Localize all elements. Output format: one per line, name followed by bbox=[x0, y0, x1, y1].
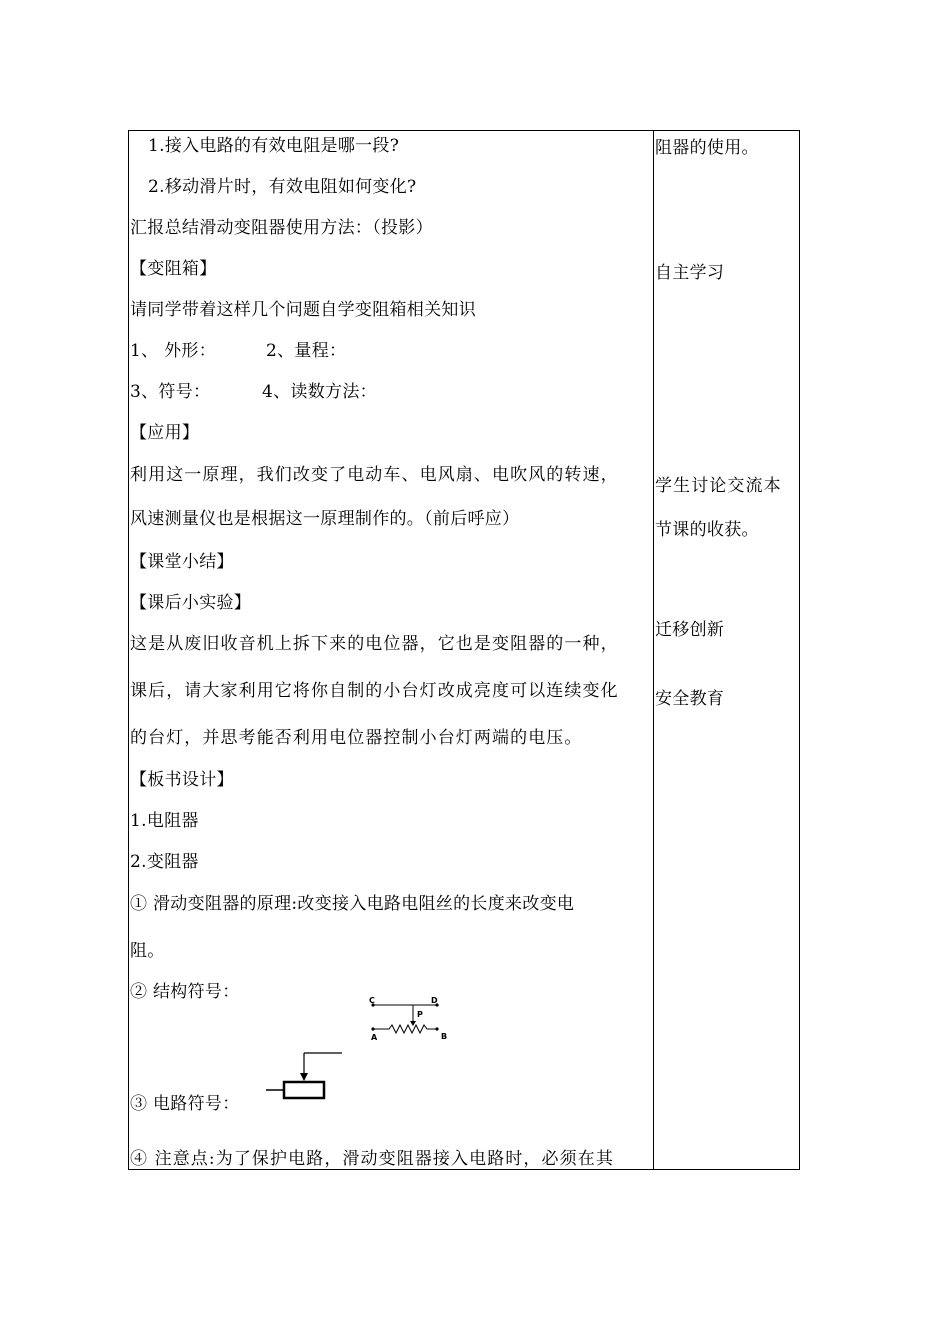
rheostat-circuit-symbol bbox=[262, 1048, 348, 1106]
question-2: 2.移动滑片时，有效电阻如何变化? bbox=[148, 177, 417, 197]
structure-symbol-label: ② 结构符号： bbox=[130, 982, 240, 1002]
principle-line-2: 阻。 bbox=[130, 941, 165, 961]
terminal-d-label: D bbox=[431, 996, 438, 1005]
slider-p-label: P bbox=[417, 1010, 423, 1019]
principle-line-1: ① 滑动变阻器的原理:改变接入电路电阻丝的长度来改变电 bbox=[130, 894, 575, 914]
right-self-study: 自主学习 bbox=[655, 263, 725, 283]
heading-application: 【应用】 bbox=[130, 423, 200, 443]
item-range: 2、量程： bbox=[266, 341, 347, 361]
item-appearance: 1、 外形： bbox=[130, 341, 217, 361]
question-1: 1.接入电路的有效电阻是哪一段? bbox=[148, 136, 400, 156]
board-item-rheostat: 2.变阻器 bbox=[130, 852, 199, 872]
application-line-1: 利用这一原理，我们改变了电动车、电风扇、电吹风的转速， bbox=[130, 465, 619, 485]
experiment-line-3: 的台灯，并思考能否利用电位器控制小台灯两端的电压。 bbox=[130, 728, 583, 748]
circuit-symbol-label: ③ 电路符号： bbox=[130, 1094, 240, 1114]
board-item-resistor: 1.电阻器 bbox=[130, 811, 199, 831]
item-reading-method: 4、读数方法： bbox=[262, 382, 377, 402]
right-discussion-line-2: 节课的收获。 bbox=[655, 520, 759, 540]
experiment-line-1: 这是从废旧收音机上拆下来的电位器，它也是变阻器的一种， bbox=[130, 634, 619, 654]
experiment-line-2: 课后，请大家利用它将你自制的小台灯改成亮度可以连续变化 bbox=[130, 681, 619, 701]
note-text: ④ 注意点:为了保护电路，滑动变阻器接入电路时，必须在其 bbox=[130, 1149, 614, 1169]
heading-class-summary: 【课堂小结】 bbox=[130, 552, 234, 572]
terminal-c-label: C bbox=[369, 996, 375, 1005]
heading-board-design: 【板书设计】 bbox=[130, 770, 234, 790]
application-line-2: 风速测量仪也是根据这一原理制作的。（前后呼应） bbox=[130, 509, 520, 529]
terminal-a-label: A bbox=[371, 1033, 378, 1042]
self-study-text: 请同学带着这样几个问题自学变阻箱相关知识 bbox=[130, 300, 476, 320]
summary-text: 汇报总结滑动变阻器使用方法：（投影） bbox=[130, 218, 433, 238]
rheostat-structure-diagram bbox=[365, 995, 455, 1045]
right-rheostat-usage: 阻器的使用。 bbox=[655, 138, 759, 158]
right-discussion-line-1: 学生讨论交流本 bbox=[655, 476, 782, 496]
terminal-b-label: B bbox=[441, 1032, 448, 1041]
item-symbol: 3、符号： bbox=[130, 382, 211, 402]
heading-resistance-box: 【变阻箱】 bbox=[130, 259, 217, 279]
heading-after-class-experiment: 【课后小实验】 bbox=[130, 593, 252, 613]
right-transfer-innovation: 迁移创新 bbox=[655, 620, 725, 640]
right-safety-education: 安全教育 bbox=[655, 689, 725, 709]
column-divider bbox=[653, 130, 654, 1170]
